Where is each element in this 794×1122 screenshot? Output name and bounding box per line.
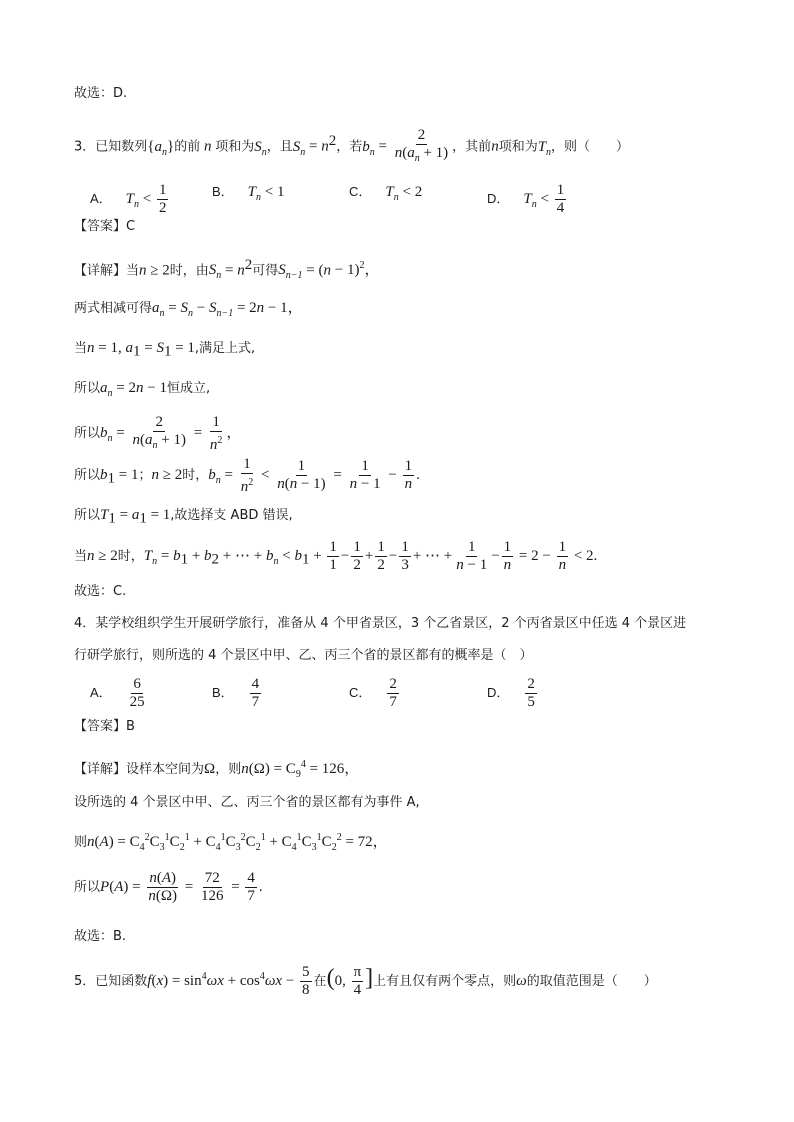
- q4-stem-line1: 4．某学校组织学生开展研学旅行，准备从 4 个甲省景区，3 个乙省景区，2 个丙省景区中任选 4 个景区进: [74, 616, 687, 631]
- q3-option-b: B． $T_n < 1$: [212, 184, 285, 203]
- q3-detail-line3: 当n = 1, $a_1 = S_1 = 1$,满足上式,: [74, 340, 256, 360]
- q3-detail-line6: 所以$b_1 = 1$；n ≥ 2时，$b_n$ = $\frac{1}{n^2}$ < $\frac{1}{n(n - 1)}$ = $\frac{1}{n - 1}$ − $\frac{1}{n}$ .: [74, 455, 420, 495]
- q4-option-b: B． $\frac{4}{7}$: [212, 676, 260, 710]
- q4-conclusion: 故选：B.: [74, 929, 127, 944]
- q4-detail-line3: 则$n(A) = C_4^2C_3^1C_2^1 + C_4^1C_3^2C_2^1 + C_4^1C_3^1C_2^2 = 72$，: [74, 832, 388, 853]
- q3-answer: 【答案】C: [74, 219, 136, 234]
- q3-detail-line7: 所以$T_1 = a_1 = 1$,故选择支 ABD 错误,: [74, 507, 293, 527]
- q3-conclusion: 故选：C.: [74, 584, 127, 599]
- q3-detail-line8: 当n ≥ 2时，$T_n = b_1 + b_2$ + ⋯ + $b_n < b_1$ + $\frac{1}{1}$ − $\frac{1}{2}$ + $\frac{1}{2}$ − $\frac{1}{3}$ + ⋯ + $\frac{1}{n - 1}$ − $\frac{1}{n}$ = 2 − $\frac{1}{n}$ < 2.: [74, 539, 598, 573]
- q3-option-c: C． $T_n < 2$: [349, 184, 423, 203]
- q3-detail-line5: 所以$b_n$ = $\frac{2}{n(a_n + 1)}$ = $\frac{1}{n^2}$ ，: [74, 413, 242, 453]
- q5-stem: 5．已知函数$f(x) = \sin^4\omega x + \cos^4\omega x$ − $\frac{5}{8}$ 在(0, $\frac{\pi}{4}$ ]上有且仅有两个零点，则ω的取值范围是（ ）: [74, 964, 657, 998]
- q3-detail-line1: 【详解】当n ≥ 2时，由$S_n = n^2$可得$S_{n-1} = (n - 1)^2$，: [74, 257, 380, 282]
- q4-option-a: A． $\frac{6}{25}$: [90, 676, 145, 710]
- q4-detail-line1: 【详解】设样本空间为Ω，则$n(\Omega) = C_9^4 = 126$，: [74, 759, 360, 780]
- q4-detail-line4: 所以P(A) = $\frac{n(A)}{n(\Omega)}$ = $\frac{72}{126}$ = $\frac{4}{7}$ .: [74, 870, 263, 904]
- q3-option-a: A． $T_n$ < $\frac{1}{2}$: [90, 182, 167, 216]
- q3-detail-line2: 两式相减可得$a_n = S_n - S_{n-1} = 2n - 1$，: [74, 300, 303, 319]
- q3-stem: 3．已知数列$\{a_n\}$的前 n 项和为$S_n$，且$S_n = n^2$，若$b_n$ = $\frac{2}{n(a_n + 1)}$ ，其前n项和为$T_n$，则（ ）: [74, 127, 630, 164]
- prev-conclusion: 故选：D.: [74, 86, 128, 101]
- q4-detail-line2: 设所选的 4 个景区中甲、乙、丙三个省的景区都有为事件 A,: [74, 795, 420, 810]
- q4-stem-line2: 行研学旅行，则所选的 4 个景区中甲、乙、丙三个省的景区都有的概率是（ ）: [74, 648, 533, 663]
- q3-detail-line4: 所以$a_n = 2n - 1$恒成立,: [74, 380, 211, 399]
- q4-option-d: D． $\frac{2}{5}$: [487, 676, 535, 710]
- q4-answer: 【答案】B: [74, 719, 135, 734]
- q3-option-d: D． $T_n$ < $\frac{1}{4}$: [487, 182, 565, 216]
- q4-option-c: C． $\frac{2}{7}$: [349, 676, 397, 710]
